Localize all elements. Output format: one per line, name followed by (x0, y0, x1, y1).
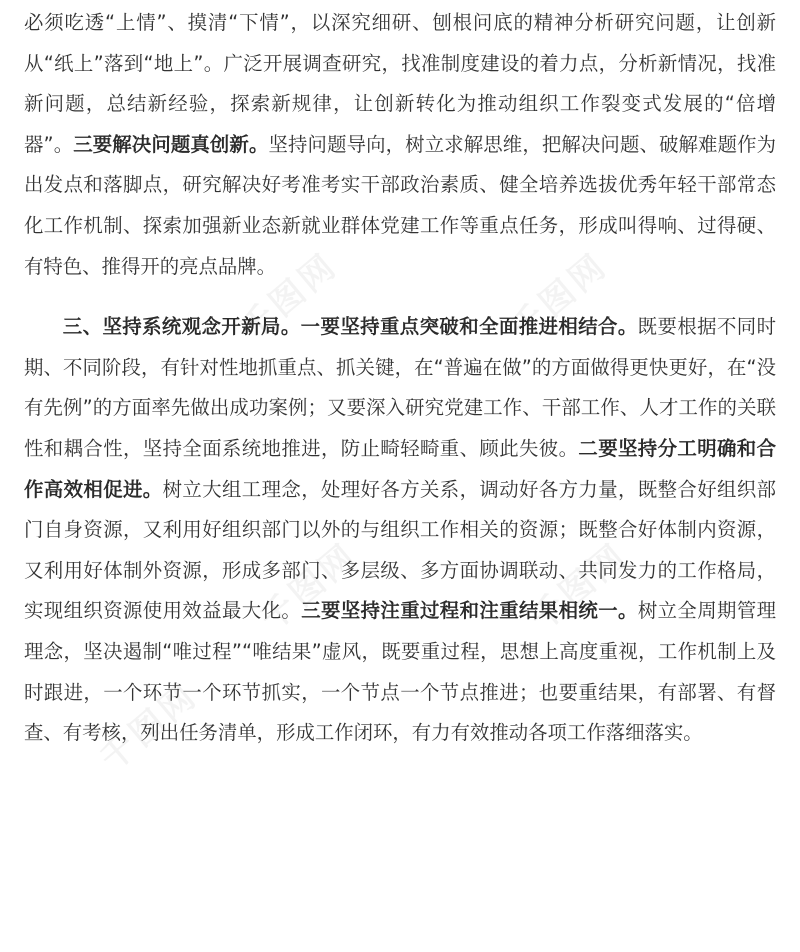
section-heading: 三、坚持系统观念开新局。一要坚持重点突破和全面推进相结合。 (62, 315, 638, 339)
article-body (24, 0, 776, 754)
paragraph-text: 树立大组工理念，处理好各方关系，调动好各方力量，既整合好组织部门自身资源，又利用好组织部门以外的与组织工作相关的资源；既整合好体制内资源，又利用好体制外资源，形成多部门、多层级、多方面协调联动、共同发力的工作格局，实现组织资源使用效益最大化。 (24, 477, 777, 623)
paragraph-text: 树立全周期管理理念，坚决遏制“唯过程”“唯结果”虚风，既要重过程，思想上高度重视，工作机制上及时跟进，一个环节一个环节抓实，一个节点一个节点推进；也要重结果，有部署、有督查、有考核，列出任务清单，形成工作闭环，有力有效推动各项工作落细落实。 (24, 599, 777, 745)
sub-heading: 三要坚持注重过程和注重结果相统一。 (301, 599, 638, 623)
sub-heading: 二要坚持分工明确和合作高效相促进。 (24, 436, 776, 501)
paragraph-text: 必须吃透“上情”、摸清“下情”，以深究细研、刨根问底的精神分析研究问题，让创新从“纸上”落到“地上”。广泛开展调查研究，找准制度建设的着力点，分析新情况，找准新问题，总结新经验，探索新规律，让创新转化为推动组织工作裂变式发展的“倍增器”。 (24, 11, 776, 156)
sub-heading: 三要解决问题真创新。 (73, 132, 269, 156)
paragraph-2 (24, 307, 776, 754)
paragraph-text: 既要根据不同时期、不同阶段，有针对性地抓重点、抓关键，在“普遍在做”的方面做得更快更好，在“没有先例”的方面率先做出成功案例；又要深入研究党建工作、干部工作、人才工作的关联性和耦合性，坚持全面系统地推进，防止畸轻畸重、顾此失彼。 (24, 315, 777, 460)
paragraph-1 (24, 3, 776, 287)
paragraph-text: 坚持问题导向，树立求解思维，把解决问题、破解难题作为出发点和落脚点，研究解决好考准考实干部政治素质、健全培养选拔优秀年轻干部常态化工作机制、探索加强新业态新就业群体党建工作等重点任务，形成叫得响、过得硬、有特色、推得开的亮点品牌。 (24, 132, 777, 278)
